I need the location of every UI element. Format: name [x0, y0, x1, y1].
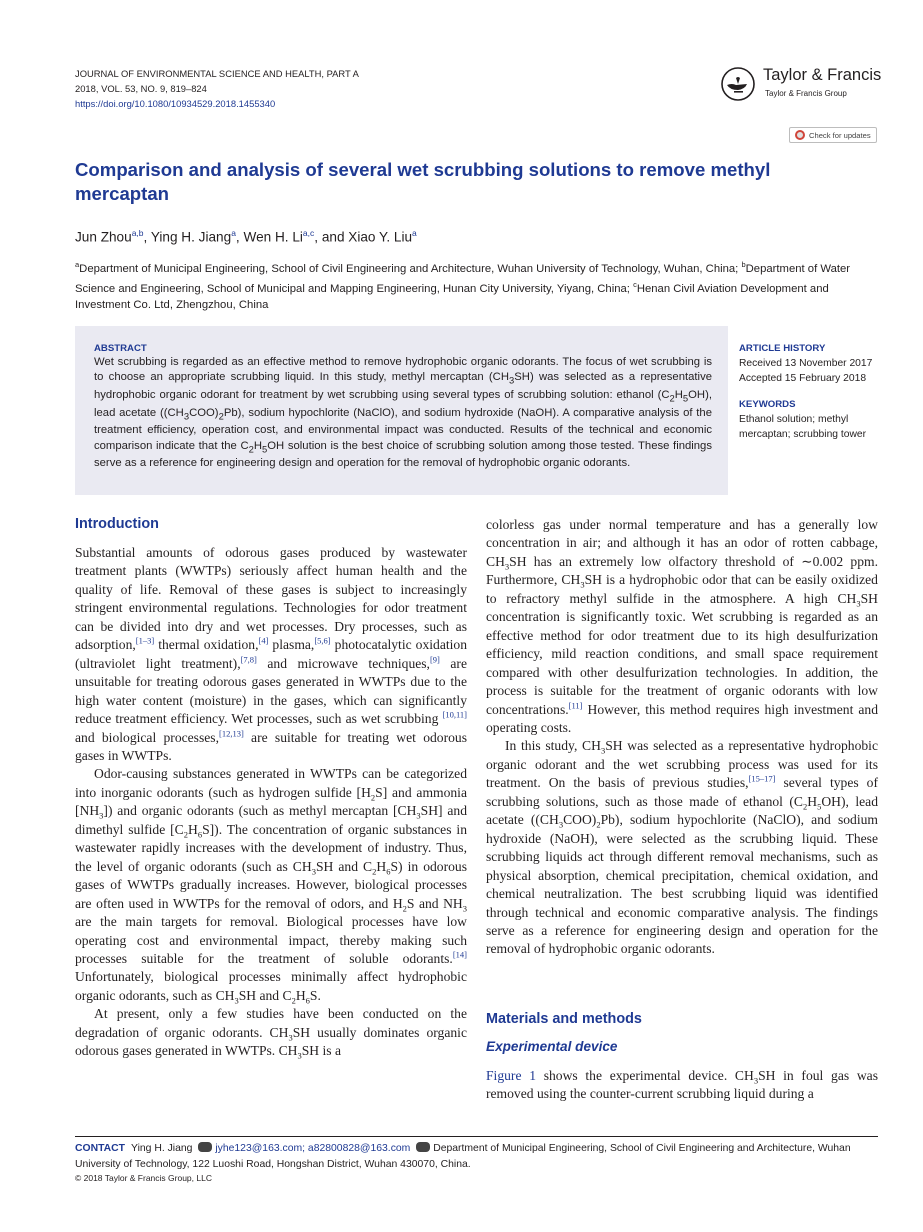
address-icon: [416, 1142, 430, 1152]
affil-sup: b: [741, 260, 746, 269]
publisher-group: Taylor & Francis Group: [765, 89, 847, 98]
affiliation-text: Henan Civil Aviation Development and Investment Co. Ltd, Zhengzhou, China: [75, 283, 829, 311]
author-name: Wen H. Li: [243, 229, 303, 245]
figure-1-link[interactable]: Figure 1: [486, 1068, 536, 1083]
journal-name: JOURNAL OF ENVIRONMENTAL SCIENCE AND HEALTH, PART A: [75, 68, 359, 79]
received-date: Received 13 November 2017: [739, 358, 873, 369]
article-history: [739, 341, 889, 442]
author-affil-sup: a: [412, 228, 417, 238]
author-affil-sup: a: [231, 228, 236, 238]
email-icon: [198, 1142, 212, 1152]
author-name: Jun Zhou: [75, 229, 132, 245]
contact-name: Ying H. Jiang: [131, 1143, 193, 1154]
abstract-text: Wet scrubbing is regarded as an effective method to remove hydrophobic organic odorants. The focus of wet scrubbing is to choose an appropriate scrubbing liquid. In this study, methyl mercaptan $(CH_3SH)$ was selected as a representative hydrophobic organic odorant for treatment by wet scrubbing using several types of scrubbing solution: ethanol $(C_2H_5OH)$, lead acetate $((CH_3COO)_2Pb)$, sodium hypochlorite (NaClO), and sodium hydroxide (NaOH). A comparative analysis of the treatment efficiency, operation cost, and environmental impact was conducted. Results of the technical and economic comparison indicate that the $C_2H_5OH$ solution is the best choice of scrubbing solution among those tested. These findings serve as a reference for engineering design and operation for the removal of hydrophobic organic odorants.: [94, 356, 712, 470]
introduction-heading: Introduction: [75, 516, 159, 532]
article-history-label: ARTICLE HISTORY: [739, 343, 826, 354]
paragraph: At present, only a few studies have been conducted on the degradation of organic odorants. $CH_3SH$ usually dominates organic odorous gases generated in WWTPs. $CH_3SH$ is a: [75, 1006, 467, 1061]
doi-link[interactable]: https://doi.org/10.1080/10934529.2018.1455340: [75, 98, 276, 109]
contact-label: CONTACT: [75, 1143, 126, 1154]
footer-divider: [75, 1136, 878, 1137]
author-affil-sup: a,c: [302, 228, 315, 238]
paragraph: colorless gas under normal temperature and has a generally low concentration in air; and although it has an odor of rotten cabbage, $CH_3SH$ has an extremely low olfactory threshold of ∼0.002 ppm. Furthermore, $CH_3SH$ is a hydrophobic odor that can be easily oxidized to refractory methyl sulfide in the atmosphere. A high $CH_3SH$ concentration is significantly toxic. Wet scrubbing is regarded as an effective method for odor treatment due to its high desulfurization efficiency, mild reaction conditions, and small space requirement compared with other desulfurization technologies. In addition, the process is suitable for the treatment of organic odorants with low concentrations.[11] However, this method requires high investment and operating costs.: [486, 517, 878, 735]
paragraph: Substantial amounts of odorous gases produced by wastewater treatment plants (WWTPs) seriously affect human health and the quality of life. Removal of these gases is subject to increasingly stringent environmental regulations. Technologies for odor treatment can be divided into dry and wet processes. Dry processes, such as adsorption,[1–3] thermal oxidation,[4] plasma,[5,6] photocatalytic oxidation (ultraviolet light treatment),[7,8] and microwave techniques,[9] are unsuitable for treating odorous gases generated in WWTPs due to the high water content (moisture) in the gases, which can significantly reduce treatment efficiency. Wet processes, such as wet scrubbing [10,11] and biological processes,[12,13] are suitable for treating wet odorous gases in WWTPs.: [75, 545, 468, 763]
affiliations: [75, 257, 885, 313]
abstract-label: ABSTRACT: [94, 343, 147, 354]
keywords-label: KEYWORDS: [739, 399, 796, 410]
keywords-text: Ethanol solution; methyl mercaptan; scrubbing tower: [739, 414, 867, 440]
crossmark-icon: [795, 130, 805, 140]
right-column: [486, 516, 878, 959]
contact-footer: [75, 1141, 885, 1172]
author-list: Jun Zhou$^{a,b}$, Ying H. Jiang$^a$, Wen H. Li$^{a,c}$, and Xiao Y. Liu$^a$: [75, 228, 417, 245]
lamp-logo-icon: [720, 66, 756, 102]
materials-methods-heading: Materials and methods: [486, 1011, 642, 1027]
paragraph: Odor-causing substances generated in WWTPs can be categorized into inorganic odorants (such as hydrogen sulfide $[H_2S]$ and ammonia $[NH_3]$) and organic odorants (such as methyl mercaptan $[CH_3SH]$ and dimethyl sulfide $[C_2H_6S]$). The concentration of organic substances in wastewater rapidly increases with the development of industry. Thus, the level of organic odorants (such as $CH_3SH$ and $C_2H_6S$) in odorous gases of WWTPs gradually increases. However, biological processes are often used in WWTPs for the removal of odors, and $H_2S$ and $NH_3$ are the main targets for removal. Biological processes have low operating cost and environmental impact, thereby making such processes suitable for the treatment of soluble odorants.[14] Unfortunately, biological processes minimally affect hydrophobic organic odorants, such as $CH_3SH$ and $C_2H_6S$.: [75, 766, 467, 1006]
left-column: [75, 544, 467, 1061]
affiliation-text: Department of Water Science and Engineering, School of Municipal and Mapping Engineering, Hunan City University, Yiyang, China;: [75, 262, 851, 296]
check-updates-label: Check for updates: [809, 130, 871, 140]
author-affil-sup: a,b: [131, 228, 144, 238]
experimental-paragraph: [486, 1067, 878, 1104]
contact-address: Department of Municipal Engineering, School of Civil Engineering and Architecture, Wuhan University of Technology, 122 Luoshi Road, Hongshan District, Wuhan 430070, China.: [75, 1143, 851, 1170]
copyright: © 2018 Taylor & Francis Group, LLC: [75, 1173, 212, 1183]
experimental-device-heading: Experimental device: [486, 1039, 618, 1054]
author-name: Ying H. Jiang: [150, 229, 232, 245]
affil-sup: c: [633, 280, 637, 290]
journal-info: [75, 66, 359, 111]
publisher-name: Taylor & Francis: [763, 66, 882, 84]
check-for-updates-button[interactable]: [789, 127, 877, 143]
experimental-text: shows the experimental device. $CH_3SH$ in foul gas was removed using the counter-current scrubbing liquid during a: [486, 1068, 878, 1102]
abstract-box: [75, 326, 728, 495]
paragraph: In this study, $CH_3SH$ was selected as a representative hydrophobic organic odorant and the wet scrubbing process was used for its treatment. On the basis of previous studies,[15–17] several types of scrubbing solutions, such as those made of ethanol $(C_2H_5OH)$, lead acetate $((CH_3COO)_2Pb)$, sodium hypochlorite (NaClO), and sodium hydroxide (NaOH), were selected as the scrubbing liquid. These scrubbing liquids act through different removal mechanisms, such as physical absorption, chemical precipitation, chemical oxidation, and chemical neutralization. The best scrubbing liquid was identified through technical and economic comparative analysis. The findings serve as a reference for engineering design and operation for the removal of hydrophobic organic odorants.: [486, 738, 878, 957]
affil-sup: a: [75, 260, 80, 269]
journal-volume: 2018, VOL. 53, NO. 9, 819–824: [75, 83, 207, 94]
author-name: Xiao Y. Liu: [348, 229, 413, 245]
contact-emails[interactable]: jyhe123@163.com; a82800828@163.com: [215, 1143, 411, 1154]
accepted-date: Accepted 15 February 2018: [739, 373, 867, 384]
affiliation-text: Department of Municipal Engineering, School of Civil Engineering and Architecture, Wuhan University of Technology, Wuhan, China;: [79, 262, 742, 275]
publisher-logo[interactable]: [720, 66, 890, 106]
article-title: Comparison and analysis of several wet scrubbing solutions to remove methyl mercaptan: [75, 159, 771, 204]
